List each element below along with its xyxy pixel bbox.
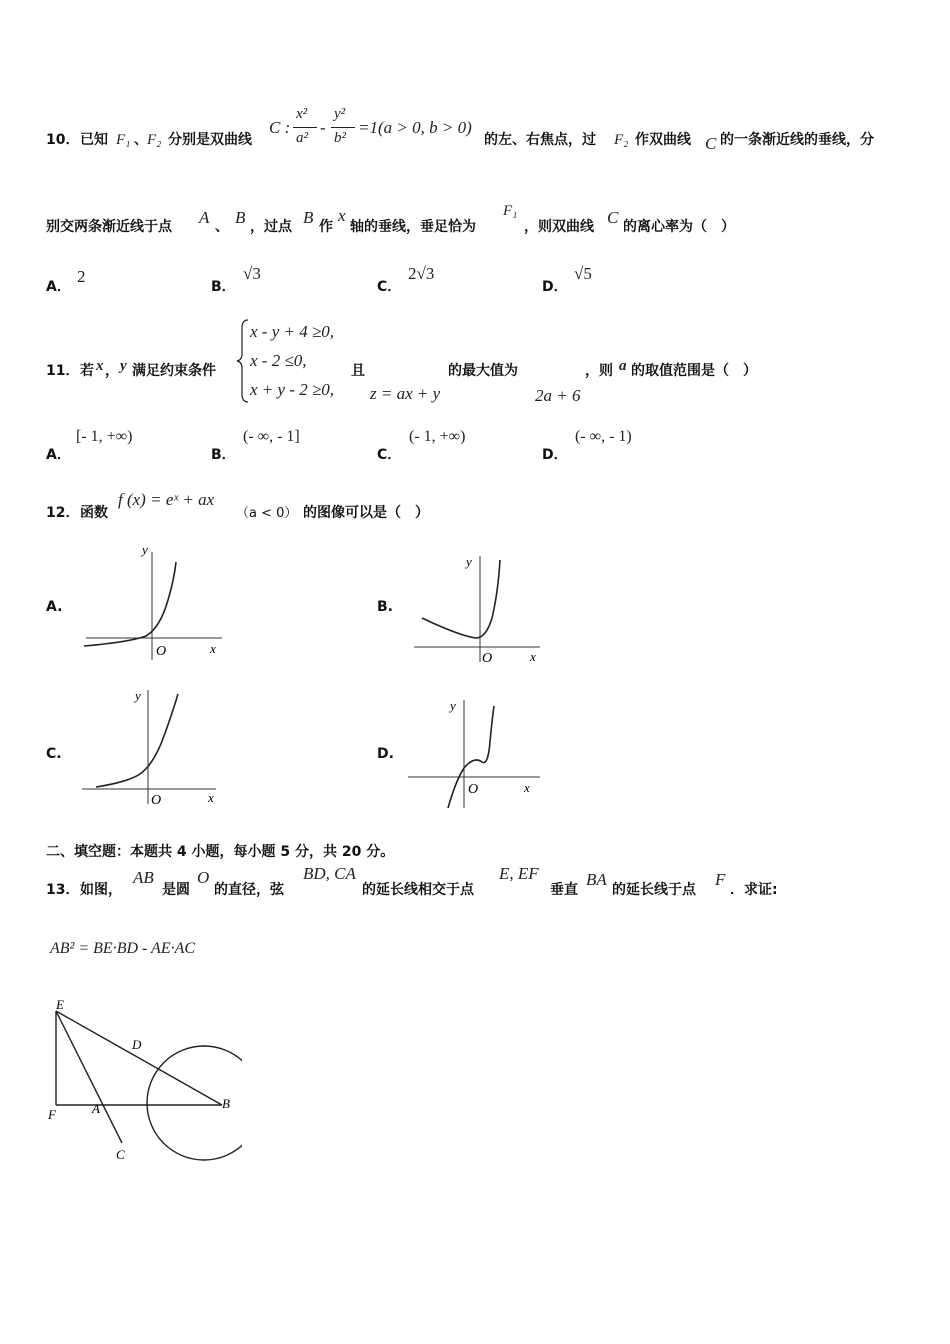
- q13-figure: [42, 995, 242, 1165]
- q10-text-5: 的一条渐近线的垂线，分: [720, 132, 874, 148]
- q12-graph-a[interactable]: [80, 540, 230, 665]
- q13-text-5: 垂直: [550, 882, 578, 898]
- q10-f2b: F₂: [614, 132, 629, 148]
- q10-point-b2: B: [303, 208, 314, 227]
- q11-constraint-1: x - y + 4 ≥0,: [250, 322, 335, 341]
- q10-text-9: 作: [319, 219, 333, 235]
- q11-option-d-value[interactable]: (- ∞, - 1): [575, 428, 632, 445]
- q10-text-7: 、: [215, 219, 229, 235]
- q12-graph-a-x-label: x: [210, 641, 216, 656]
- q10-frac-bar-2: [331, 127, 355, 128]
- q10-c2: C: [607, 208, 619, 227]
- q11-option-b-value[interactable]: (- ∞, - 1]: [243, 428, 300, 445]
- q11-comma: ，: [105, 363, 119, 379]
- q13-ba: BA: [586, 870, 607, 889]
- q11-text-4: ，则: [585, 363, 613, 379]
- q11-x: x: [96, 358, 104, 374]
- q11-number: 11．: [46, 363, 80, 379]
- q13-figure-d: D: [132, 1037, 142, 1052]
- q10-eq-a2: a²: [296, 130, 308, 146]
- q10-eq-b2: b²: [334, 130, 346, 146]
- q11-option-a-value[interactable]: [- 1, +∞): [76, 428, 133, 445]
- q11-text-3: 的最大值为: [448, 363, 518, 379]
- q13-proof-statement: AB² = BE·BD - AE·AC: [50, 940, 196, 957]
- q13-text-6: 的延长线于点: [612, 882, 696, 898]
- q10-frac-bar-1: [293, 127, 317, 128]
- q10-text-2: 分别是双曲线: [168, 132, 252, 148]
- q13-f: F: [715, 870, 726, 889]
- q10-eq-c: C :: [269, 118, 291, 137]
- q12-graph-a-y-label: y: [142, 542, 148, 557]
- q10-text-1: 已知: [80, 132, 108, 148]
- q10-option-a-label[interactable]: A．: [46, 279, 71, 295]
- q11-option-a-label[interactable]: A．: [46, 447, 71, 463]
- q10-eq-x2: x²: [296, 106, 308, 122]
- q11-y: y: [120, 358, 127, 374]
- q12-graph-d-x-label: x: [524, 780, 530, 795]
- q12-graph-c-origin: O: [151, 793, 162, 808]
- q10-option-d-value[interactable]: √5: [574, 264, 592, 283]
- q12-graph-d-label[interactable]: D.: [377, 746, 394, 762]
- q12-graph-b-y-label: y: [466, 554, 472, 569]
- q10-option-c-label[interactable]: C．: [377, 279, 402, 295]
- q12-graph-a-origin: O: [156, 644, 167, 659]
- q10-f2: F₂: [147, 132, 162, 148]
- q13-text-4: 的延长线相交于点: [362, 882, 474, 898]
- q13-figure-a: A: [92, 1101, 100, 1116]
- q12-graph-c[interactable]: [78, 684, 223, 809]
- q12-condition: （a < 0）: [236, 506, 298, 521]
- q11-constraint-3: x + y - 2 ≥0,: [250, 380, 335, 399]
- q13-text-3: 的直径，弦: [214, 882, 284, 898]
- q10-text-11: ，则双曲线: [524, 219, 594, 235]
- q12-graph-a-label[interactable]: A.: [46, 599, 63, 615]
- q10-text-3: 的左、右焦点，过: [484, 132, 596, 148]
- q13-text-1: 如图，: [80, 882, 122, 898]
- q10-f1: F₁: [116, 132, 131, 148]
- q10-f1b: F₁: [503, 203, 518, 219]
- q12-graph-b-origin: O: [482, 651, 493, 666]
- q12-graph-b[interactable]: [410, 548, 545, 668]
- q12-graph-c-y-label: y: [135, 688, 141, 703]
- q10-text-6: 别交两条渐近线于点: [46, 219, 172, 235]
- q12-graph-d[interactable]: [404, 692, 544, 812]
- q11-option-d-label[interactable]: D．: [542, 447, 568, 463]
- q12-text-1: 函数: [80, 505, 108, 521]
- q13-ab: AB: [133, 868, 154, 887]
- q10-eq-y2: y²: [334, 106, 346, 122]
- q13-figure-f: F: [48, 1107, 56, 1122]
- q10-sep: 、: [134, 132, 148, 148]
- q13-figure-b: B: [222, 1096, 230, 1111]
- q13-figure-c: C: [116, 1147, 125, 1162]
- q10-number: 10．: [46, 132, 80, 148]
- q13-number: 13．: [46, 882, 80, 898]
- q12-text-2: 的图像可以是（ ）: [303, 505, 429, 521]
- q13-figure-e: E: [56, 997, 64, 1012]
- q10-c: C: [705, 134, 717, 153]
- q11-max: 2a + 6: [535, 386, 581, 405]
- q11-constraint-2: x - 2 ≤0,: [250, 351, 307, 370]
- q12-graph-c-label[interactable]: C.: [46, 746, 62, 762]
- q10-option-d-label[interactable]: D．: [542, 279, 568, 295]
- q10-eq-cond: =1(a > 0, b > 0): [358, 118, 472, 137]
- q11-option-b-label[interactable]: B．: [211, 447, 236, 463]
- q11-text-1: 若: [80, 363, 94, 379]
- q13-text-7: ．求证:: [730, 882, 778, 898]
- q10-text-12: 的离心率为（ ）: [623, 219, 735, 235]
- q11-text-5: 的取值范围是（ ）: [631, 363, 757, 379]
- q12-graph-d-y-label: y: [450, 698, 456, 713]
- q11-text-2: 满足约束条件: [132, 363, 216, 379]
- q11-a: a: [619, 358, 627, 374]
- q10-text-10: 轴的垂线，垂足恰为: [350, 219, 476, 235]
- q12-function: f (x) = eˣ + ax: [118, 490, 215, 509]
- q11-qie: 且: [351, 363, 365, 379]
- q11-brace: [236, 318, 250, 404]
- q12-graph-b-label[interactable]: B.: [377, 599, 393, 615]
- q12-graph-b-x-label: x: [530, 649, 536, 664]
- q10-option-b-label[interactable]: B．: [211, 279, 236, 295]
- q10-option-c-value[interactable]: 2√3: [408, 264, 435, 283]
- q10-x: x: [338, 206, 346, 225]
- q10-point-a: A: [199, 208, 210, 227]
- q13-eef: E, EF: [499, 864, 539, 883]
- q13-o: O: [197, 868, 210, 887]
- q10-eq-minus: -: [320, 118, 326, 137]
- q12-graph-c-x-label: x: [208, 790, 214, 805]
- q13-bdca: BD, CA: [303, 864, 356, 883]
- q11-option-c-value[interactable]: (- 1, +∞): [409, 428, 466, 445]
- q10-option-b-value[interactable]: √3: [243, 264, 261, 283]
- q11-z: z = ax + y: [370, 384, 441, 403]
- section-2-heading: 二、填空题：本题共 4 小题，每小题 5 分，共 20 分。: [46, 844, 395, 860]
- q10-option-a-value[interactable]: 2: [77, 267, 86, 286]
- q10-point-b: B: [235, 208, 246, 227]
- q12-number: 12．: [46, 505, 80, 521]
- q11-option-c-label[interactable]: C．: [377, 447, 402, 463]
- q10-text-8: ，过点: [250, 219, 292, 235]
- q12-graph-d-origin: O: [468, 782, 479, 797]
- q13-text-2: 是圆: [162, 882, 190, 898]
- q10-text-4: 作双曲线: [635, 132, 691, 148]
